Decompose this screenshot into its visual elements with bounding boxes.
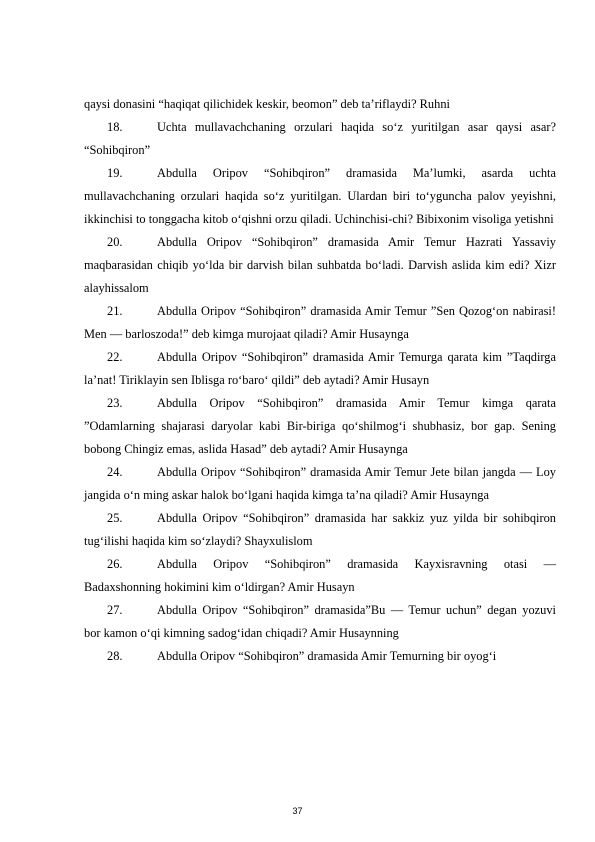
item-number: 24. [107, 465, 123, 479]
item-number: 19. [107, 166, 123, 180]
page-number: 37 [292, 806, 303, 816]
item-text: Abdulla Oripov “Sohibqiron” dramasida har sakkiz yuz yilda bir sohibqiron tug‘ilishi haqida kim so‘zlaydi? Shayxulislom [84, 511, 556, 548]
list-item [84, 392, 556, 461]
list-item [84, 599, 556, 645]
page-body [84, 93, 556, 668]
item-text: Abdulla Oripov “Sohibqiron” dramasida Kayxisravning otasi — Badaxshonning hokimini kim o‘ldirgan? Amir Husayn [84, 557, 556, 594]
list-item [84, 346, 556, 392]
item-text: Abdulla Oripov “Sohibqiron” dramasida Ma’lumki, asarda uchta mullavachchaning orzulari haqida so‘z yuritilgan. Ulardan biri to‘yguncha palov yeyishni, ikkinchisi to tonggacha kitob o‘qishni orzu qiladi. Uchinchisi-chi? Bibixonim visoliga yetishni [84, 166, 556, 226]
list-item [84, 116, 556, 162]
intro-line: qaysi donasini “haqiqat qilichidek keskir, beomon” deb ta’riflaydi? Ruhni [84, 97, 450, 111]
list-item [84, 553, 556, 599]
item-text: Abdulla Oripov “Sohibqiron” dramasida Amir Temurga qarata kim ”Taqdirga la’nat! Tiriklayin sen Iblisga ro‘baro‘ qildi” deb aytadi? Amir Husayn [84, 350, 556, 387]
item-number: 27. [107, 603, 123, 617]
list-item [84, 162, 556, 231]
item-text: Uchta mullavachchaning orzulari haqida so‘z yuritilgan asar qaysi asar? “Sohibqiron” [84, 120, 556, 157]
list-item [84, 300, 556, 346]
item-number: 22. [107, 350, 123, 364]
item-text: Abdulla Oripov “Sohibqiron” dramasida Amir Temur ”Sen Qozog‘on nabirasi! Men — barloszoda!” deb kimga murojaat qiladi? Amir Husaynga [84, 304, 556, 341]
item-text: Abdulla Oripov “Sohibqiron” dramasida Amir Temur Jete bilan jangda — Loy jangida o‘n ming askar halok bo‘lgani haqida kimga ta’na qiladi? Amir Husaynga [84, 465, 556, 502]
list-item [84, 231, 556, 300]
item-text: Abdulla Oripov “Sohibqiron” dramasida Amir Temur kimga qarata ”Odamlarning shajarasi daryolar kabi Bir-biriga qo‘shilmog‘i shubhasiz, bor gap. Sening bobong Chingiz emas, aslida Hasad” deb aytadi? Amir Husaynga [84, 396, 556, 456]
item-number: 26. [107, 557, 123, 571]
item-text: Abdulla Oripov “Sohibqiron” dramasida Amir Temurning bir oyog‘i [157, 649, 497, 663]
item-number: 28. [107, 649, 123, 663]
item-number: 21. [107, 304, 123, 318]
item-text: Abdulla Oripov “Sohibqiron” dramasida”Bu — Temur uchun” degan yozuvi bor kamon o‘qi kimning sadog‘idan chiqadi? Amir Husaynning [84, 603, 556, 640]
item-number: 23. [107, 396, 123, 410]
list-item [84, 645, 556, 668]
item-number: 18. [107, 120, 123, 134]
list-item [84, 507, 556, 553]
list-item [84, 461, 556, 507]
item-number: 20. [107, 235, 123, 249]
item-text: Abdulla Oripov “Sohibqiron” dramasida Amir Temur Hazrati Yassaviy maqbarasidan chiqib yo‘lda bir darvish bilan suhbatda bo‘ladi. Darvish aslida kim edi? Xizr alayhissalom [84, 235, 556, 295]
item-number: 25. [107, 511, 123, 525]
